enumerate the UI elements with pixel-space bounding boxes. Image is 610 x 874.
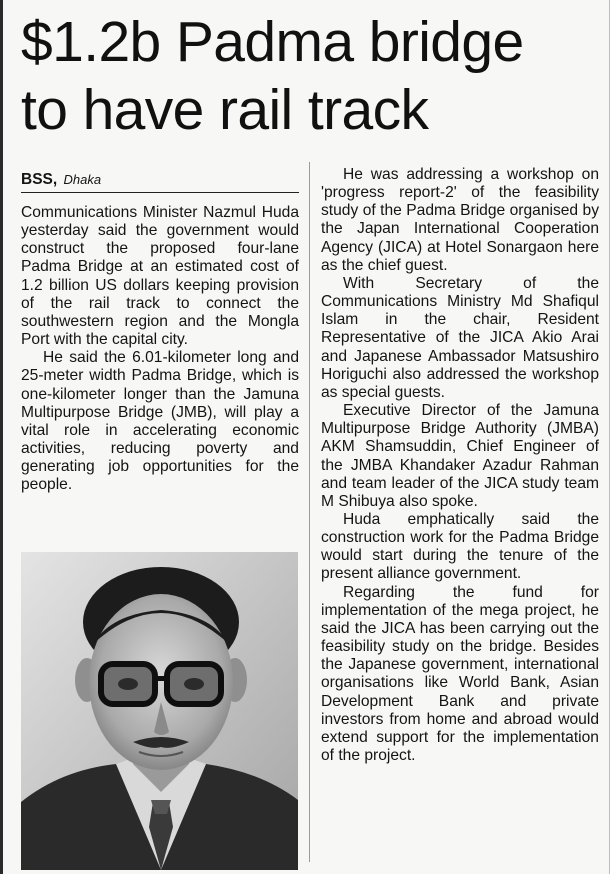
headline-line-2: to have rail track: [21, 78, 429, 142]
portrait-illustration: [21, 552, 298, 870]
body-paragraph: He said the 6.01-kilometer long and 25-meter width Padma Bridge, which is one-kilometer longer than the Jamuna Multipurpose Bridge (JMB), will play a vital role in accelerating economic activities, reducing poverty and generating job opportunities for the people.: [21, 349, 299, 494]
byline-rule: [21, 192, 299, 193]
body-paragraph: He was addressing a workshop on 'progress report-2' of the feasibility study of the Padma Bridge organised by the Japan International Cooperation Agency (JICA) at Hotel Sonargaon here as the chief guest.: [321, 166, 599, 274]
headline: [21, 8, 606, 144]
byline-agency: BSS,: [21, 171, 58, 188]
body-paragraph: Regarding the fund for implementation of the mega project, he said the JICA has been carrying out the feasibility study on the bridge. Besides the Japanese government, international organisations like World Bank, Asian Development Bank and private investors from home and abroad would extend support for the implementation of the project.: [321, 583, 599, 764]
byline-place: Dhaka: [63, 172, 102, 187]
column-divider: [309, 162, 310, 862]
headline-line-1: $1.2b Padma bridge: [21, 10, 524, 74]
body-paragraph: Executive Director of the Jamuna Multipurpose Bridge Authority (JMBA) AKM Shamsuddin, Chief Engineer of the JMBA Khandaker Azadur Rahman and team leader of the JICA study team M Shibuya also spoke.: [321, 402, 599, 510]
portrait-photo: [21, 552, 298, 870]
body-paragraph: With Secretary of the Communications Ministry Md Shafiqul Islam in the chair, Resident Representative of the JICA Akio Arai and Japanese Ambassador Matsushiro Horiguchi also addressed the workshop as special guests.: [321, 274, 599, 401]
body-paragraph: Huda emphatically said the construction work for the Padma Bridge would start during the tenure of the present alliance government.: [321, 510, 599, 583]
article-column-left: [21, 204, 299, 495]
body-paragraph: Communications Minister Nazmul Huda yesterday said the government would construct the proposed four-lane Padma Bridge at an estimated cost of 1.2 billion US dollars keeping provision of the rail track to connect the southwestern region and the Mongla Port with the capital city.: [21, 204, 299, 349]
article-column-right: [321, 166, 599, 765]
byline: [21, 171, 101, 189]
